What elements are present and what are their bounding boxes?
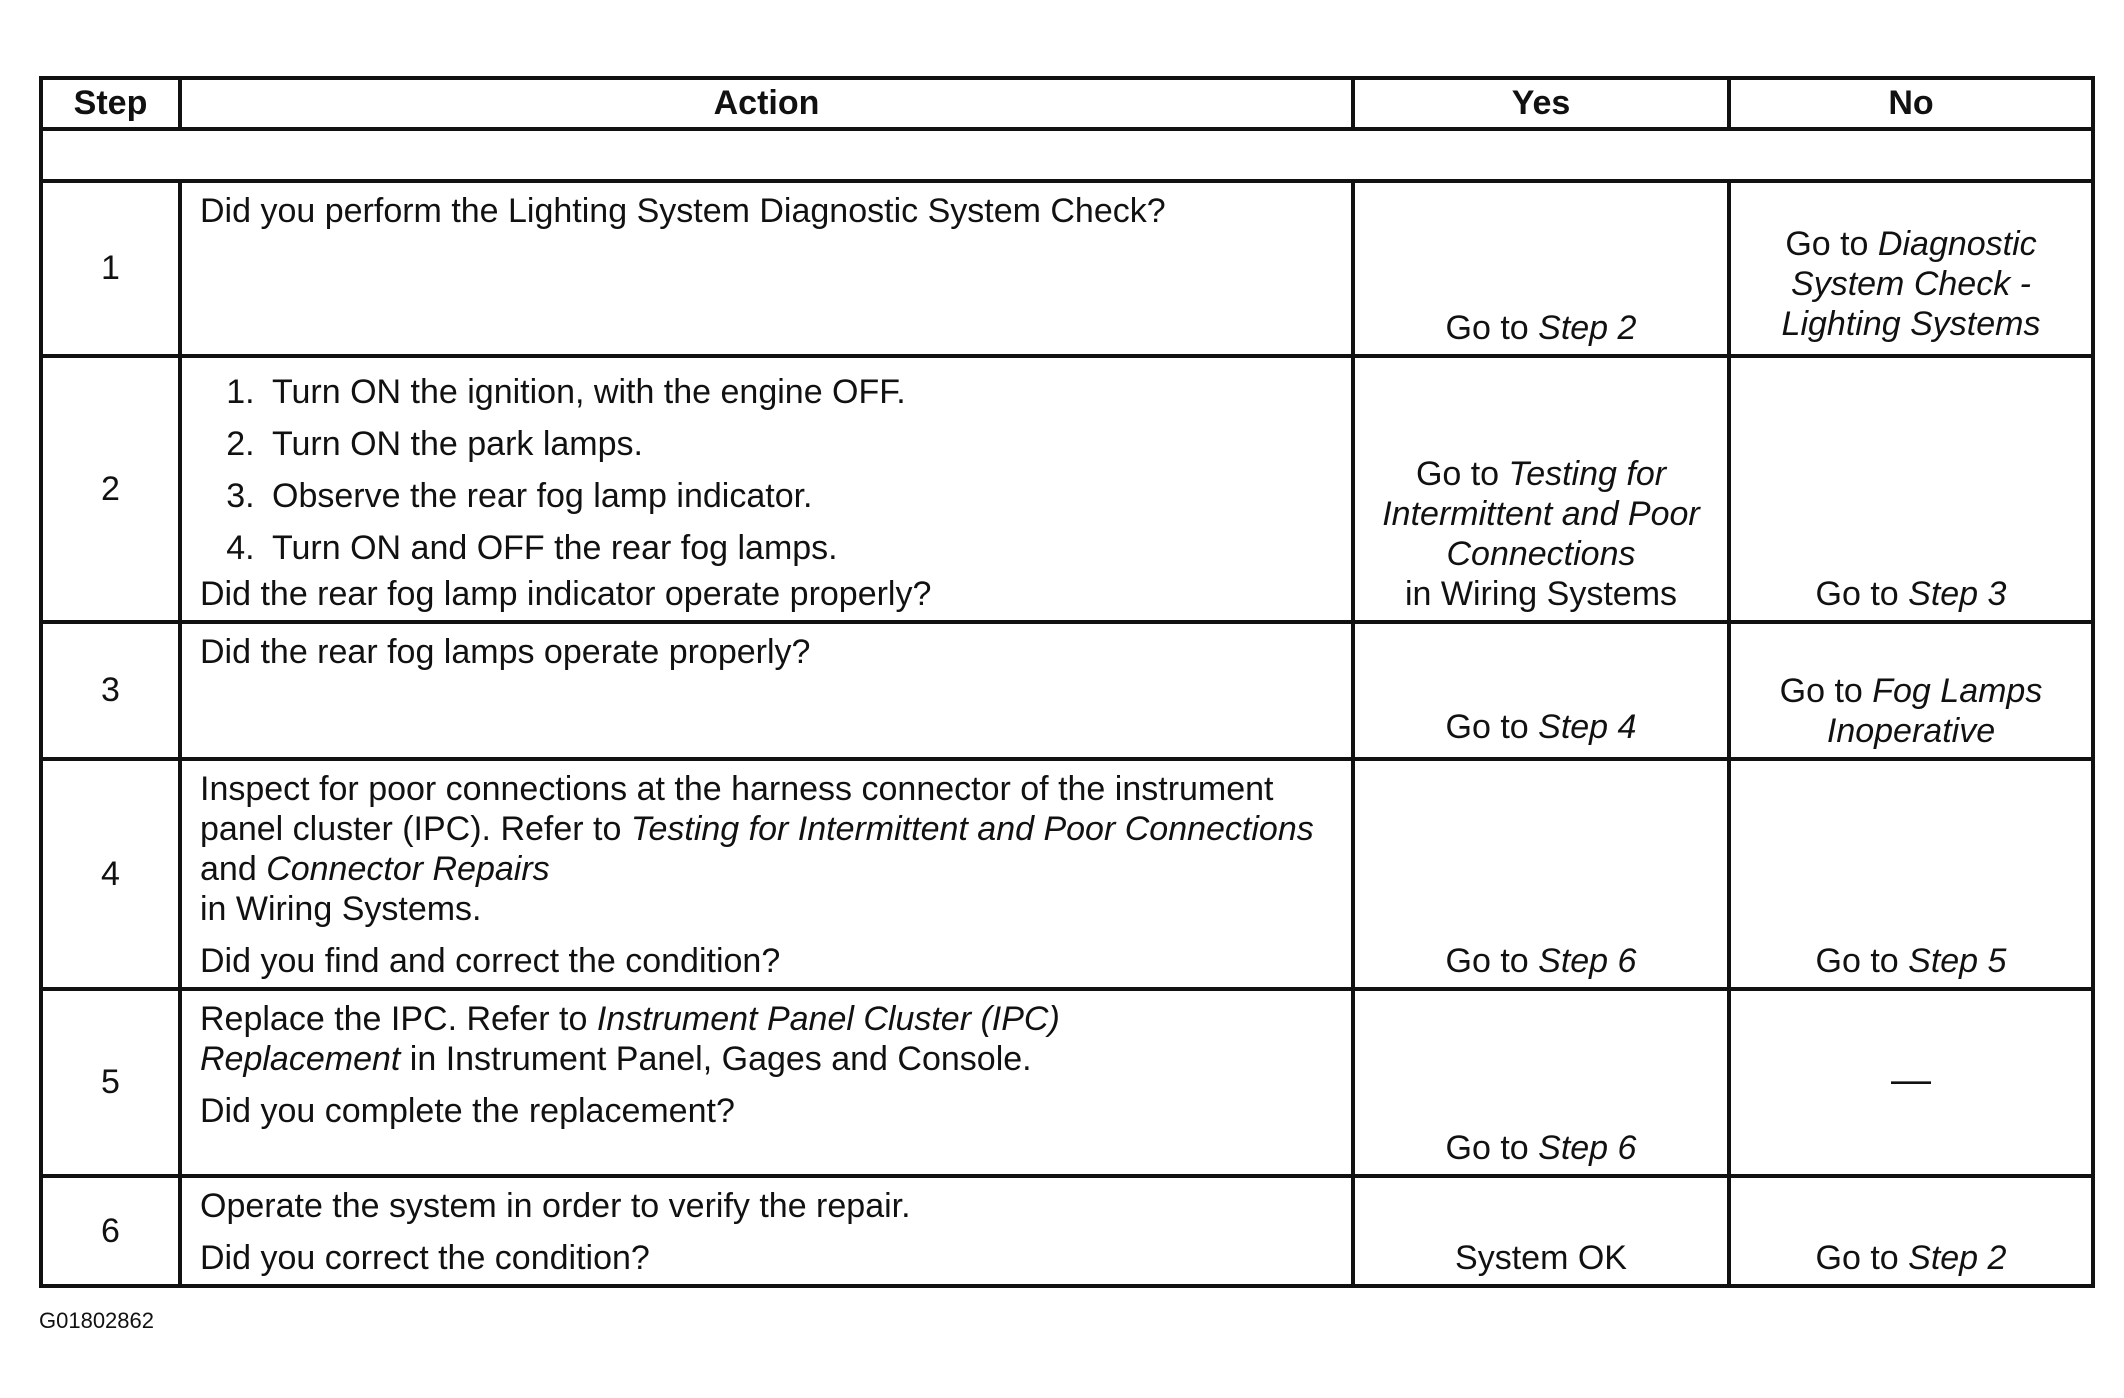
header-action: Action xyxy=(180,78,1353,129)
no-cell: — xyxy=(1729,989,2093,1176)
step-number: 2 xyxy=(41,356,180,622)
action-cell xyxy=(180,1176,1353,1286)
action-text-lead: Inspect for poor connections at the harness connector of the instrument panel cluster (IPC). Refer to xyxy=(200,770,1274,848)
no-ref: Step 5 xyxy=(1908,942,2007,980)
action-suffix: in Wiring Systems. xyxy=(200,890,482,928)
no-prefix: Go to xyxy=(1815,942,1909,980)
step-number: 4 xyxy=(41,759,180,989)
yes-ref: Step 4 xyxy=(1538,708,1637,746)
action-ref-ipc: Instrument Panel Cluster (IPC) Replacement xyxy=(200,1000,1060,1078)
yes-ref: Step 2 xyxy=(1538,309,1637,347)
no-cell xyxy=(1729,622,2093,759)
step-number: 5 xyxy=(41,989,180,1176)
substep-item: 1. Turn ON the ignition, with the engine OFF. xyxy=(264,366,1337,418)
table-row xyxy=(41,989,2093,1176)
no-prefix: Go to xyxy=(1785,225,1878,263)
yes-cell xyxy=(1353,622,1729,759)
blank-row xyxy=(41,129,2093,181)
substep-item: 3. Observe the rear fog lamp indicator. xyxy=(264,470,1337,522)
action-cell xyxy=(180,356,1353,622)
action-text xyxy=(200,999,1160,1079)
action-cell xyxy=(180,622,1353,759)
no-ref: Fog Lamps Inoperative xyxy=(1826,672,2043,750)
blank-cell xyxy=(41,129,2093,181)
no-prefix: Go to xyxy=(1779,672,1873,710)
yes-prefix: Go to xyxy=(1415,455,1509,493)
action-question: Did the rear fog lamp indicator operate properly? xyxy=(200,575,932,613)
table-row xyxy=(41,1176,2093,1286)
diagnostic-table xyxy=(39,76,2095,1288)
action-cell xyxy=(180,759,1353,989)
action-text: Did you perform the Lighting System Diagnostic System Check? xyxy=(200,192,1166,230)
step-number: 6 xyxy=(41,1176,180,1286)
action-suffix: in Instrument Panel, Gages and Console. xyxy=(400,1040,1032,1078)
yes-prefix: Go to xyxy=(1445,1129,1539,1167)
step-number: 3 xyxy=(41,622,180,759)
no-prefix: Go to xyxy=(1815,575,1909,613)
yes-prefix: Go to xyxy=(1445,942,1539,980)
substep-item: 4. Turn ON and OFF the rear fog lamps. xyxy=(264,522,1337,574)
yes-cell xyxy=(1353,759,1729,989)
action-ref-testing: Testing for Intermittent and Poor Connections xyxy=(630,810,1314,848)
action-and: and xyxy=(200,850,267,888)
action-cell xyxy=(180,181,1353,356)
yes-cell xyxy=(1353,356,1729,622)
substep-item: 2. Turn ON the park lamps. xyxy=(264,418,1337,470)
action-text: Operate the system in order to verify the repair. xyxy=(200,1187,911,1225)
no-ref: Step 2 xyxy=(1908,1239,2007,1277)
header-row xyxy=(41,78,2093,129)
figure-id: G01802862 xyxy=(39,1308,154,1333)
no-cell xyxy=(1729,181,2093,356)
header-no: No xyxy=(1729,78,2093,129)
yes-cell xyxy=(1353,989,1729,1176)
no-cell xyxy=(1729,759,2093,989)
no-ref: Step 3 xyxy=(1908,575,2007,613)
action-text xyxy=(200,769,1337,929)
action-cell xyxy=(180,989,1353,1176)
table-row xyxy=(41,356,2093,622)
header-yes: Yes xyxy=(1353,78,1729,129)
yes-cell xyxy=(1353,181,1729,356)
yes-ref: Step 6 xyxy=(1538,942,1637,980)
no-ref: Diagnostic System Check - Lighting Systems xyxy=(1781,225,2041,343)
substep-list xyxy=(200,366,1337,574)
no-cell xyxy=(1729,356,2093,622)
step-number: 1 xyxy=(41,181,180,356)
table-row xyxy=(41,181,2093,356)
header-step: Step xyxy=(41,78,180,129)
no-cell xyxy=(1729,1176,2093,1286)
yes-ref: Step 6 xyxy=(1538,1129,1637,1167)
action-text: Did the rear fog lamps operate properly? xyxy=(200,633,811,671)
no-prefix: Go to xyxy=(1815,1239,1909,1277)
action-question: Did you complete the replacement? xyxy=(200,1092,735,1130)
action-text-lead: Replace the IPC. Refer to xyxy=(200,1000,597,1038)
table-row xyxy=(41,759,2093,989)
yes-prefix: Go to xyxy=(1445,309,1539,347)
action-ref-connector: Connector Repairs xyxy=(266,850,550,888)
table-row xyxy=(41,622,2093,759)
yes-ref: Testing for Intermittent and Poor Connections xyxy=(1382,455,1700,573)
yes-cell: System OK xyxy=(1353,1176,1729,1286)
yes-prefix: Go to xyxy=(1445,708,1539,746)
action-question: Did you correct the condition? xyxy=(200,1239,650,1277)
action-question: Did you find and correct the condition? xyxy=(200,942,781,980)
yes-suffix: in Wiring Systems xyxy=(1404,575,1678,613)
